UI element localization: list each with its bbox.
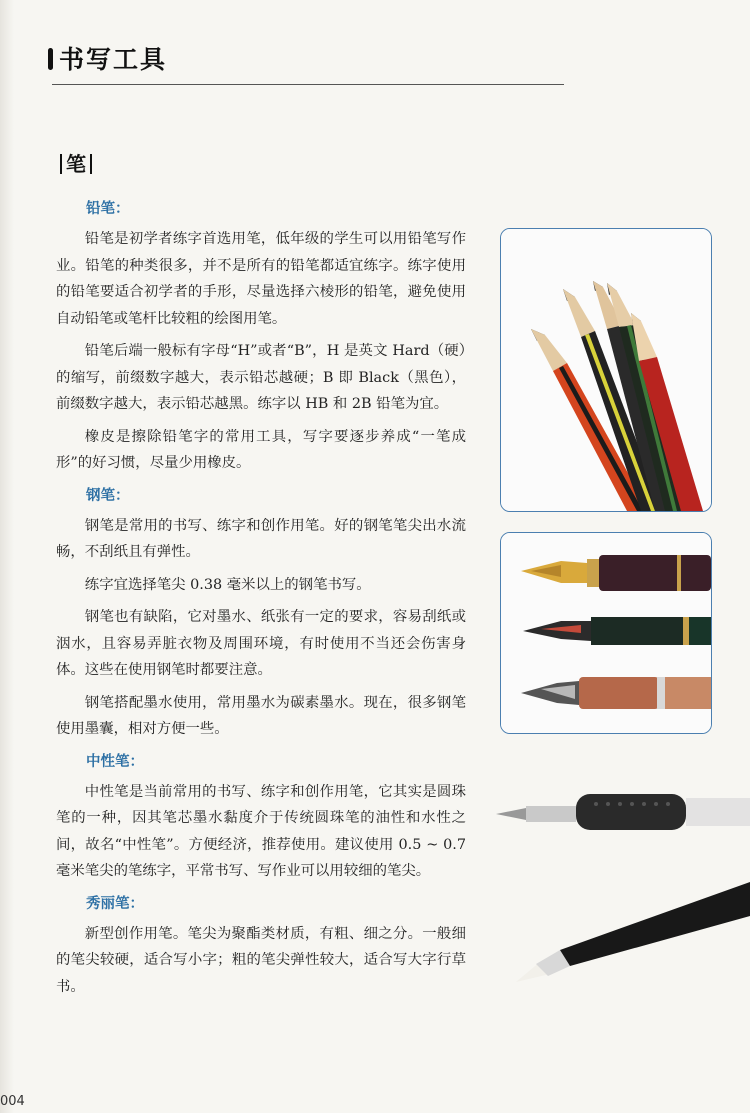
fountain-pen-paragraph: 练字宜选择笔尖 0.38 毫米以上的钢笔书写。 bbox=[84, 576, 371, 593]
pencil-heading: 铅笔： bbox=[86, 201, 130, 217]
gel-pen-paragraph: 中性笔是当前常用的书写、练字和创作用笔，它其实是圆珠笔的一种，因其笔芯墨水黏度介于传统圆珠笔的油性和水性之间，故名“中性笔”。方便经济，推荐使用。建议使用 0.5 ~ 0.7 毫米笔尖的笔练字，平常书写、写作业可以用较细的笔尖。 bbox=[56, 783, 466, 879]
fountain-pen-paragraph: 钢笔是常用的书写、练字和创作用笔。好的钢笔笔尖出水流畅，不刮纸且有弹性。 bbox=[56, 517, 466, 560]
title-marker bbox=[48, 48, 53, 70]
page-number: 004 bbox=[0, 1094, 25, 1109]
section-bar-left bbox=[60, 154, 62, 174]
fountain-pen-heading: 钢笔： bbox=[86, 487, 130, 504]
fountain-pens-photo bbox=[500, 532, 712, 734]
section-bar-right bbox=[90, 154, 92, 174]
gel-pen-illustration bbox=[496, 784, 750, 840]
fountain-pen-paragraph: 钢笔搭配墨水使用，常用墨水为碳素墨水。现在，很多钢笔使用墨囊，相对方便一些。 bbox=[56, 694, 466, 737]
section-heading bbox=[56, 148, 96, 177]
section-heading-text: 笔 bbox=[66, 152, 86, 176]
brush-pen-illustration bbox=[516, 876, 750, 986]
pencil-paragraph: 铅笔是初学者练字首选用笔，低年级的学生可以用铅笔写作业。铅笔的种类很多，并不是所有的铅笔都适宜练字。练字使用的铅笔要适合初学者的手形，尽量选择六棱形的铅笔，避免使用自动铅笔或笔杆比较粗的绘图用笔。 bbox=[56, 231, 466, 327]
pencils-illustration bbox=[501, 229, 711, 511]
page-edge bbox=[0, 0, 14, 1113]
page-title bbox=[48, 40, 167, 76]
brush-pen-image bbox=[516, 876, 750, 986]
gel-pen-heading: 中性笔： bbox=[86, 753, 144, 770]
page-title-text: 书写工具 bbox=[59, 45, 168, 74]
gel-pen-image bbox=[496, 784, 750, 840]
xiuli-pen-paragraph: 新型创作用笔。笔尖为聚酯类材质，有粗、细之分。一般细的笔尖较硬，适合写小字；粗的笔尖弹性较大，适合写大字行草书。 bbox=[56, 925, 466, 995]
fountain-pen-paragraph: 钢笔也有缺陷，它对墨水、纸张有一定的要求，容易刮纸或洇水，且容易弄脏衣物及周围环境，有时使用不当还会伤害身体。这些在使用钢笔时都要注意。 bbox=[56, 609, 466, 678]
pencil-paragraph: 橡皮是擦除铅笔字的常用工具，写字要逐步养成“一笔成形”的好习惯，尽量少用橡皮。 bbox=[56, 428, 466, 471]
xiuli-pen-heading: 秀丽笔： bbox=[86, 895, 144, 912]
pencils-photo bbox=[500, 228, 712, 512]
pencil-paragraph: 铅笔后端一般标有字母“H”或者“B”，H 是英文 Hard（硬）的缩写，前缀数字越大，表示铅芯越硬；B 即 Black（黑色），前缀数字越大，表示铅芯越黑。练字以 HB 和 2B 铅笔为宜。 bbox=[56, 343, 466, 412]
article-body bbox=[56, 196, 466, 1006]
fountain-pens-illustration bbox=[501, 533, 711, 733]
title-divider bbox=[52, 84, 564, 85]
